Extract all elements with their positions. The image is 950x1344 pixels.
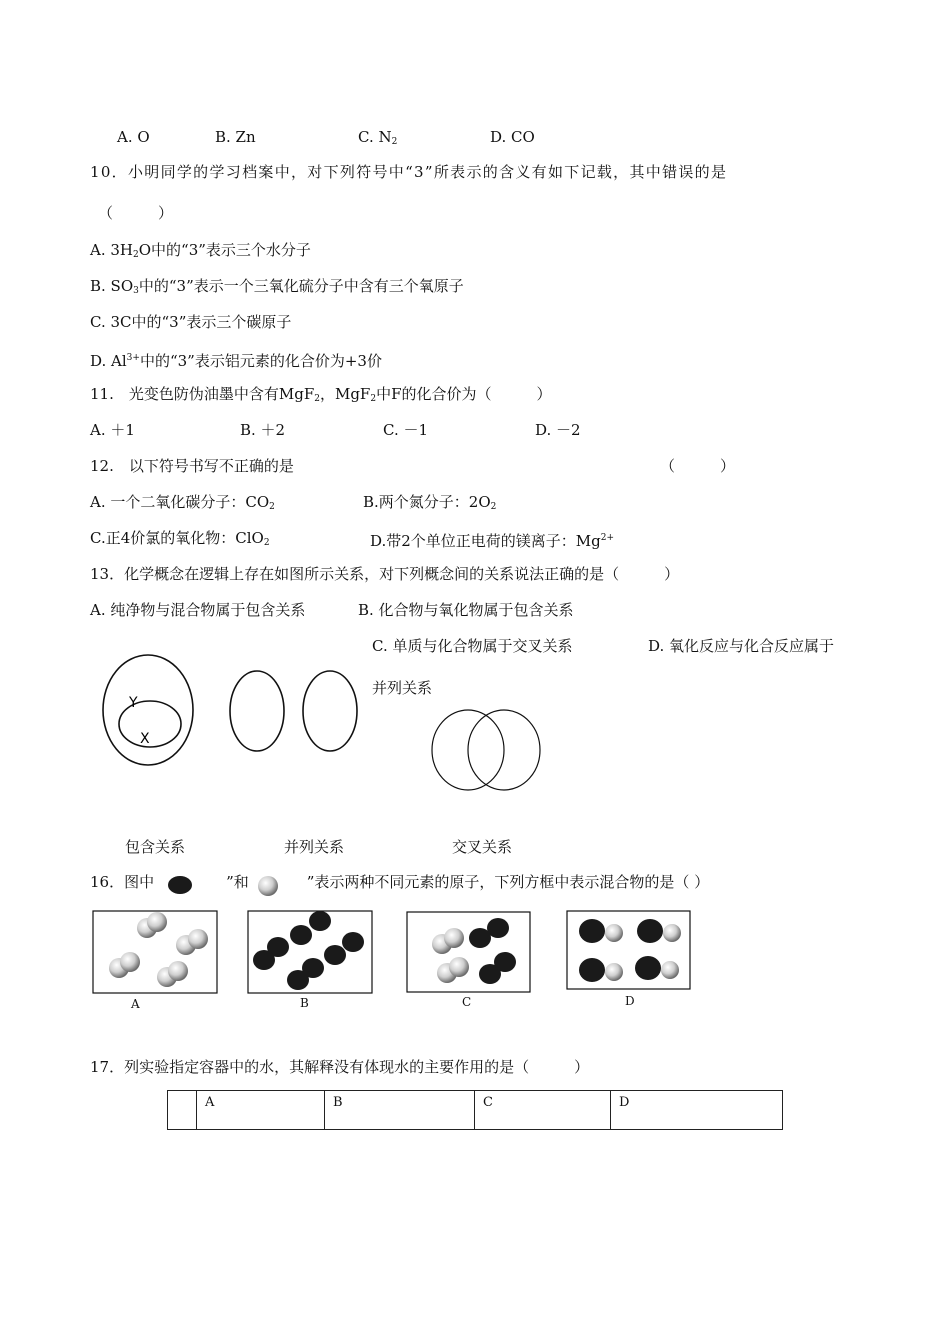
box-b-label: B: [300, 996, 309, 1010]
q10-stem: 10．小明同学的学习档案中，对下列符号中“3”所表示的含义有如下记载，其中错误的是: [90, 163, 728, 181]
parallel-ellipse-right: [303, 671, 357, 751]
table-header-d: D: [611, 1091, 783, 1130]
box-c-label: C: [462, 995, 472, 1009]
caption-parallel: 并列关系: [284, 838, 345, 856]
caption-intersect: 交叉关系: [452, 838, 513, 856]
q11-stem: 11. 光变色防伪油墨中含有MgF$_2$，MgF$_2$中F的化合价为（ ）: [90, 385, 552, 404]
box-d: [567, 911, 690, 989]
q9-option-b: B. Zn: [215, 128, 256, 146]
box-a-label: A: [131, 997, 140, 1011]
table-cell-blank: [168, 1091, 197, 1130]
table-header-a: A: [197, 1091, 325, 1130]
q12-option-a: A. 一个二氧化碳分子：$CO_2$: [90, 493, 275, 512]
q10-option-b: B. $SO_3$中的“3”表示一个三氧化硫分子中含有三个氧原子: [90, 277, 464, 296]
box-d-label: D: [625, 994, 635, 1008]
q13-option-c: C. 单质与化合物属于交叉关系: [372, 637, 573, 655]
label-x: X: [140, 731, 150, 747]
box-c: [407, 912, 530, 992]
q10-paren: （ ）: [98, 204, 174, 222]
q11-option-b: B. ＋2: [240, 421, 286, 439]
caption-inclusion: 包含关系: [125, 838, 186, 856]
q12-option-d: D.带2个单位正电荷的镁离子：$Mg^{2+}$: [370, 532, 615, 550]
q10-option-c: C. 3C中的“3”表示三个碳原子: [90, 313, 292, 331]
q12-option-b: B.两个氮分子：$2O_2$: [363, 493, 497, 512]
q11-option-c: C. －1: [383, 421, 429, 439]
q13-option-b: B. 化合物与氧化物属于包含关系: [358, 601, 574, 619]
box-b: [248, 911, 372, 993]
table-header-c: C: [475, 1091, 611, 1130]
parallel-diagram: [230, 671, 357, 751]
q10-option-a: A. $3H_2O$中的“3”表示三个水分子: [90, 241, 311, 260]
q13-option-d-cont: 并列关系: [372, 679, 433, 697]
q11-option-d: D. －2: [535, 421, 581, 439]
parallel-ellipse-left: [230, 671, 284, 751]
q17-table: [167, 1090, 783, 1130]
q9-option-d: D. CO: [490, 128, 535, 146]
q13-stem: 13．化学概念在逻辑上存在如图所示关系，对下列概念间的关系说法正确的是（ ）: [90, 565, 680, 583]
q10-option-d: D. $Al^{3+}$中的“3”表示铝元素的化合价为+3价: [90, 352, 382, 370]
table-header-b: B: [325, 1091, 475, 1130]
q12-paren: （ ）: [660, 457, 736, 475]
intersect-diagram: [432, 710, 540, 790]
inclusion-diagram: [103, 655, 193, 765]
q11-option-a: A. ＋1: [90, 421, 135, 439]
q13-option-d: D. 氧化反应与化合反应属于: [648, 637, 835, 655]
outer-ellipse-y: [103, 655, 193, 765]
q16-stem: 16．图中 ”和 ”表示两种不同元素的原子，下列方框中表示混合物的是（ ）: [90, 873, 710, 891]
q9-option-c: C. $N_2$: [358, 128, 398, 147]
q9-option-a: A. O: [117, 128, 150, 146]
q12-option-c: C.正4价氯的氧化物：ClO$_2$: [90, 529, 270, 548]
table-row: [168, 1091, 783, 1130]
q12-stem: 12. 以下符号书写不正确的是: [90, 457, 294, 475]
q13-option-a: A. 纯净物与混合物属于包含关系: [90, 601, 306, 619]
q17-stem: 17．列实验指定容器中的水，其解释没有体现水的主要作用的是（ ）: [90, 1058, 590, 1076]
label-y: Y: [129, 695, 138, 711]
box-a: [93, 911, 217, 993]
